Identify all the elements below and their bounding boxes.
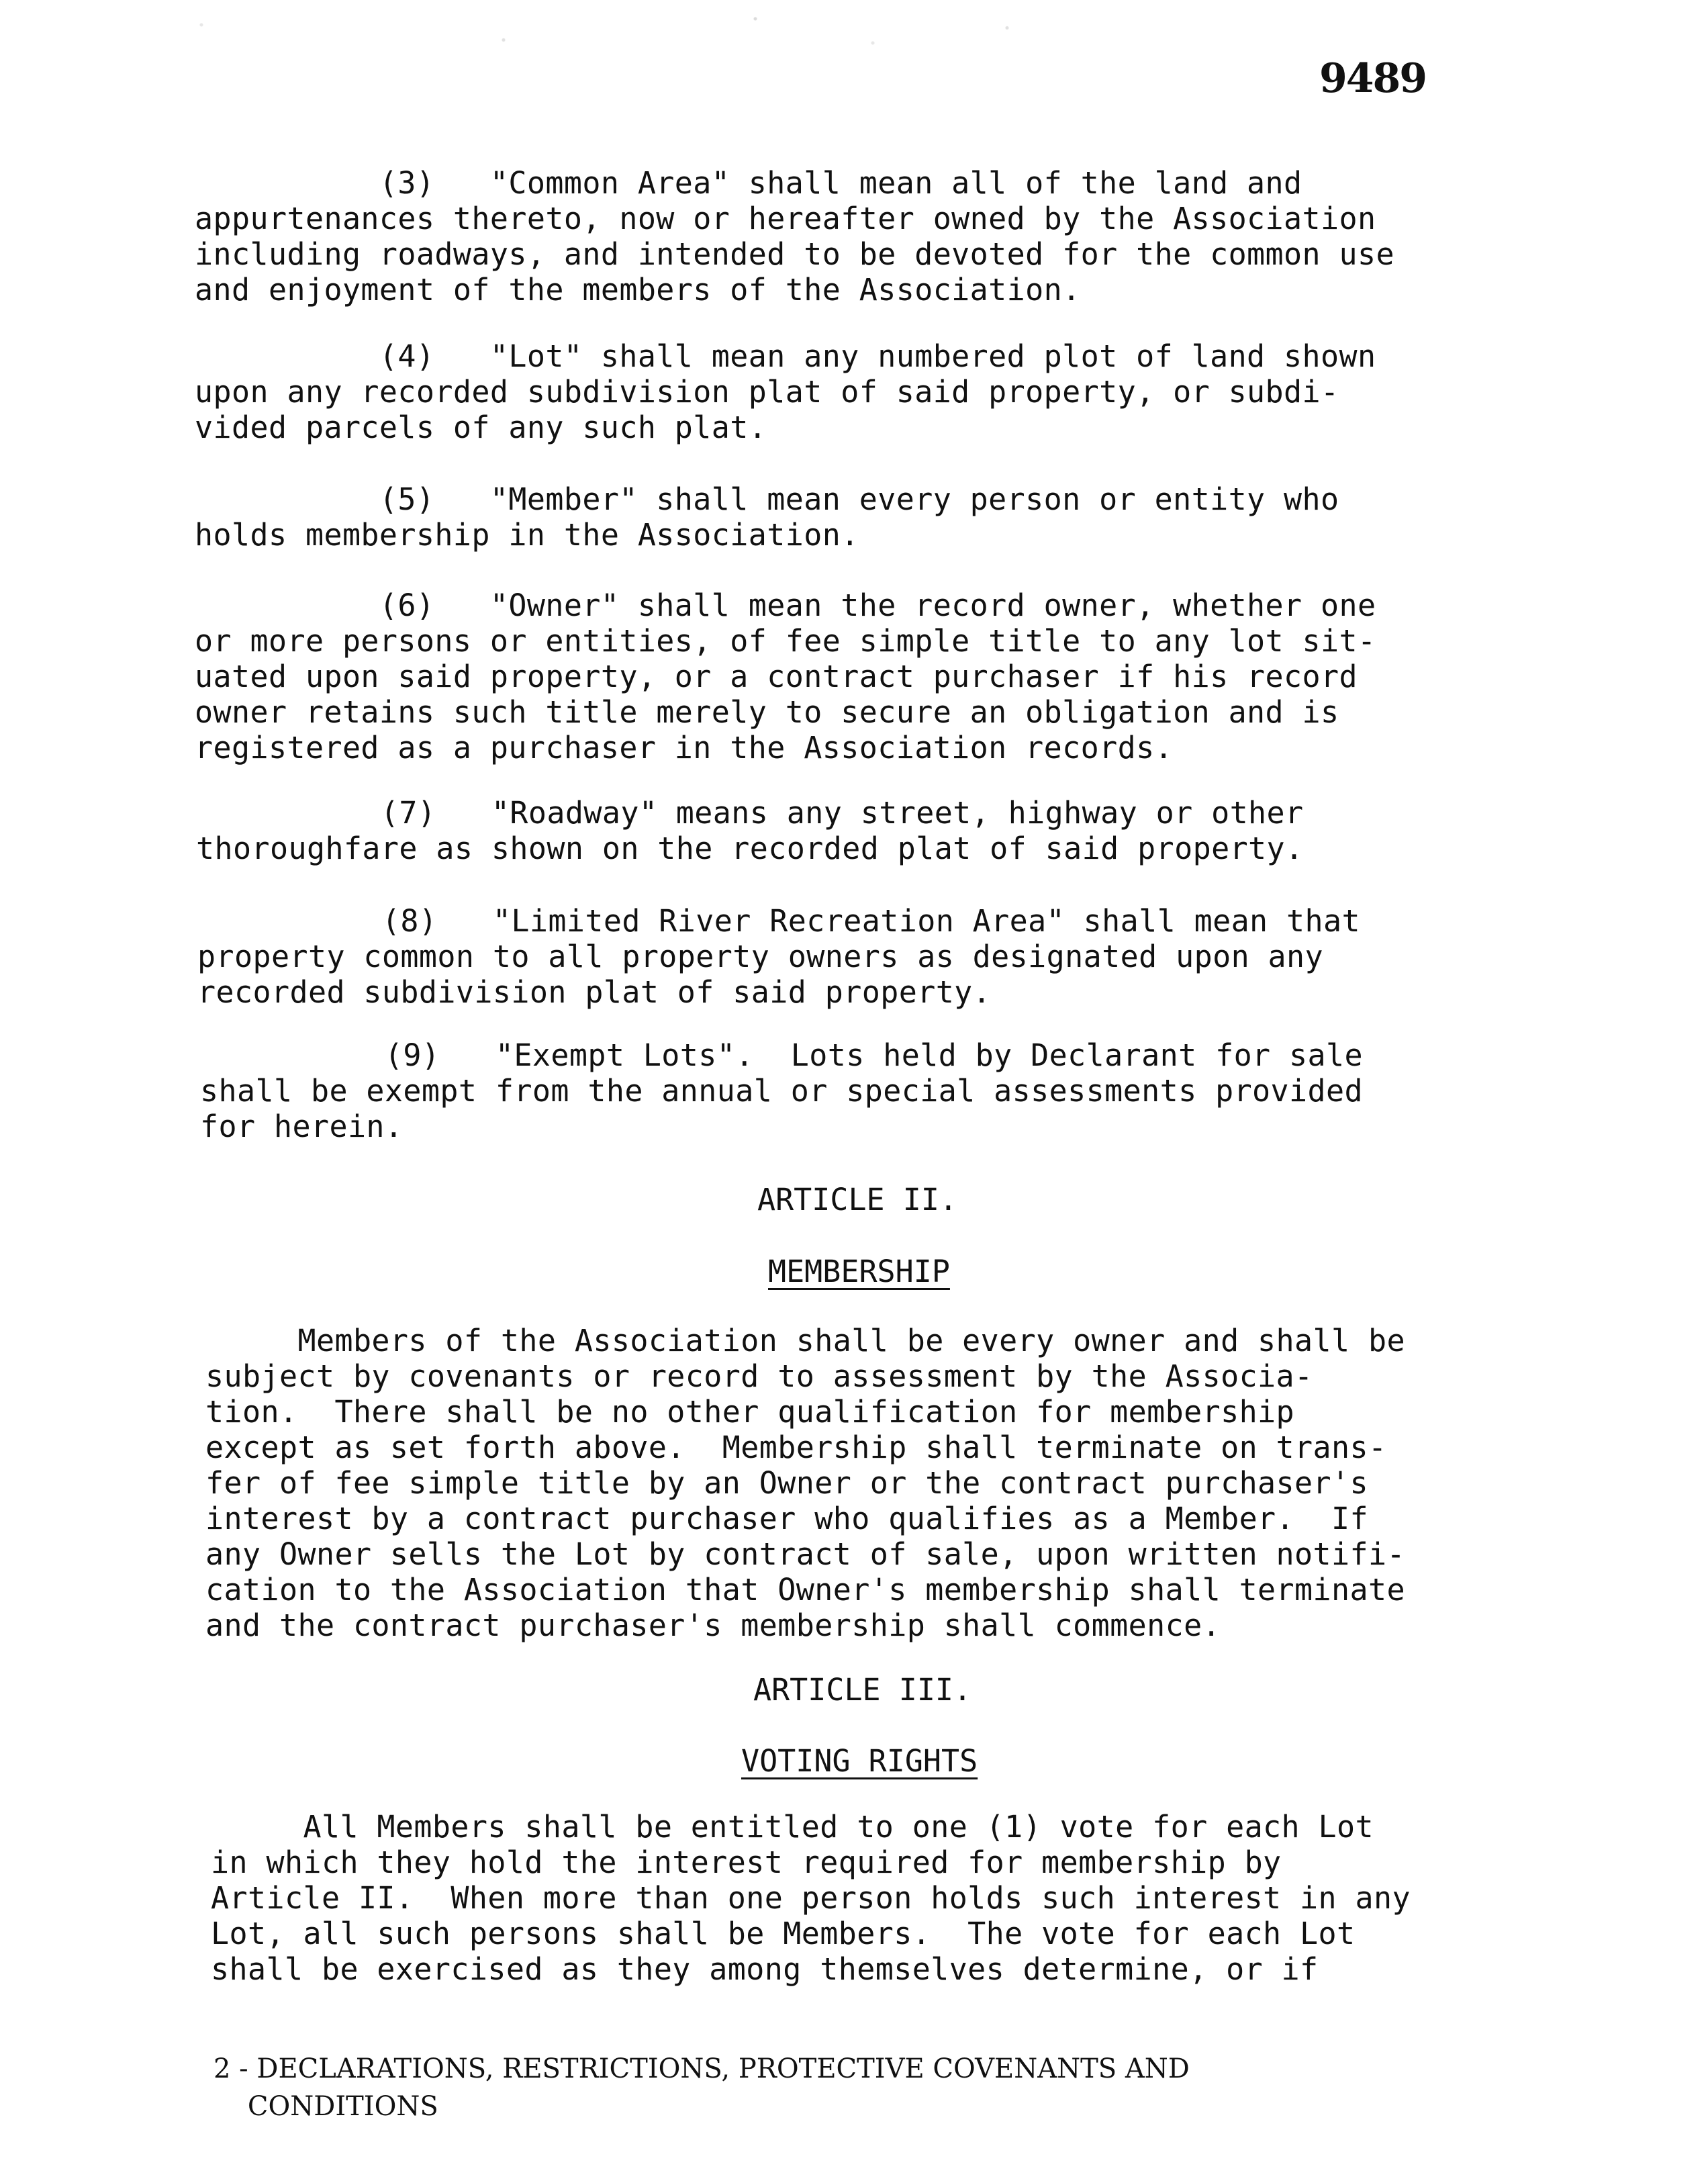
definition-limited-river-recreation-area: [197, 903, 1360, 1010]
definition-roadway: [196, 795, 1304, 866]
page-footer: [214, 2050, 1190, 2125]
definition-exempt-lots: [200, 1037, 1363, 1144]
text-line: for herein.: [200, 1109, 404, 1144]
text-line: including roadways, and intended to be devoted for the common use: [195, 236, 1394, 272]
voting-rights-paragraph: [211, 1809, 1411, 1987]
text-line: any Owner sells the Lot by contract of sale, upon written notifi-: [205, 1536, 1405, 1572]
text-line: shall be exercised as they among themselves determine, or if: [211, 1951, 1319, 1987]
scan-noise: [0, 7, 1678, 67]
article-2-title: MEMBERSHIP: [768, 1254, 950, 1289]
text-line: and the contract purchaser's membership shall commence.: [205, 1608, 1221, 1643]
text-line: uated upon said property, or a contract purchaser if his record: [195, 659, 1358, 694]
definition-owner: [195, 588, 1376, 765]
text-line: in which they hold the interest required for membership by: [211, 1845, 1282, 1880]
text-line: Members of the Association shall be every owner and shall be: [205, 1323, 1405, 1358]
definition-common-area: [195, 165, 1394, 308]
definition-member: [195, 481, 1339, 553]
text-line: owner retains such title merely to secure an obligation and is: [195, 694, 1339, 730]
text-line: (6) "Owner" shall mean the record owner, whether one: [195, 588, 1376, 623]
article-2-heading: ARTICLE II.: [757, 1182, 958, 1217]
page-number: 9489: [1319, 55, 1426, 102]
membership-paragraph: [205, 1323, 1405, 1643]
text-line: (4) "Lot" shall mean any numbered plot of land shown: [195, 338, 1376, 374]
text-line: property common to all property owners as designated upon any: [197, 939, 1324, 974]
text-line: registered as a purchaser in the Association records.: [195, 730, 1174, 765]
text-line: shall be exempt from the annual or special assessments provided: [200, 1073, 1364, 1109]
text-line: (5) "Member" shall mean every person or entity who: [195, 481, 1339, 517]
text-line: tion. There shall be no other qualification for membership: [205, 1394, 1295, 1430]
text-line: (7) "Roadway" means any street, highway or other: [196, 795, 1304, 831]
text-line: subject by covenants or record to assessment by the Associa-: [205, 1358, 1313, 1394]
text-line: All Members shall be entitled to one (1) vote for each Lot: [211, 1809, 1374, 1845]
text-line: Article II. When more than one person holds such interest in any: [211, 1880, 1411, 1916]
definition-lot: [195, 338, 1376, 445]
text-line: and enjoyment of the members of the Association.: [195, 272, 1081, 308]
text-line: Lot, all such persons shall be Members. The vote for each Lot: [211, 1916, 1356, 1951]
text-line: appurtenances thereto, now or hereafter owned by the Association: [195, 201, 1376, 236]
text-line: recorded subdivision plat of said property.: [197, 974, 992, 1010]
text-line: (8) "Limited River Recreation Area" shall mean that: [197, 903, 1361, 939]
text-line: upon any recorded subdivision plat of said property, or subdi-: [195, 374, 1339, 410]
text-line: vided parcels of any such plat.: [195, 410, 767, 445]
text-line: interest by a contract purchaser who qualifies as a Member. If: [205, 1501, 1369, 1536]
article-3-heading: ARTICLE III.: [753, 1672, 972, 1708]
text-line: thoroughfare as shown on the recorded plat of said property.: [196, 831, 1304, 866]
text-line: or more persons or entities, of fee simple title to any lot sit-: [195, 623, 1376, 659]
footer-line: 2 - DECLARATIONS, RESTRICTIONS, PROTECTIVE COVENANTS AND: [214, 2053, 1190, 2084]
text-line: (9) "Exempt Lots". Lots held by Declarant for sale: [200, 1037, 1364, 1073]
text-line: holds membership in the Association.: [195, 517, 859, 553]
footer-line: CONDITIONS: [214, 2091, 438, 2122]
text-line: (3) "Common Area" shall mean all of the land and: [195, 165, 1302, 201]
text-line: except as set forth above. Membership shall terminate on trans-: [205, 1430, 1387, 1465]
text-line: fer of fee simple title by an Owner or the contract purchaser's: [205, 1465, 1369, 1501]
text-line: cation to the Association that Owner's membership shall terminate: [205, 1572, 1405, 1608]
article-3-title: VOTING RIGHTS: [741, 1743, 978, 1779]
